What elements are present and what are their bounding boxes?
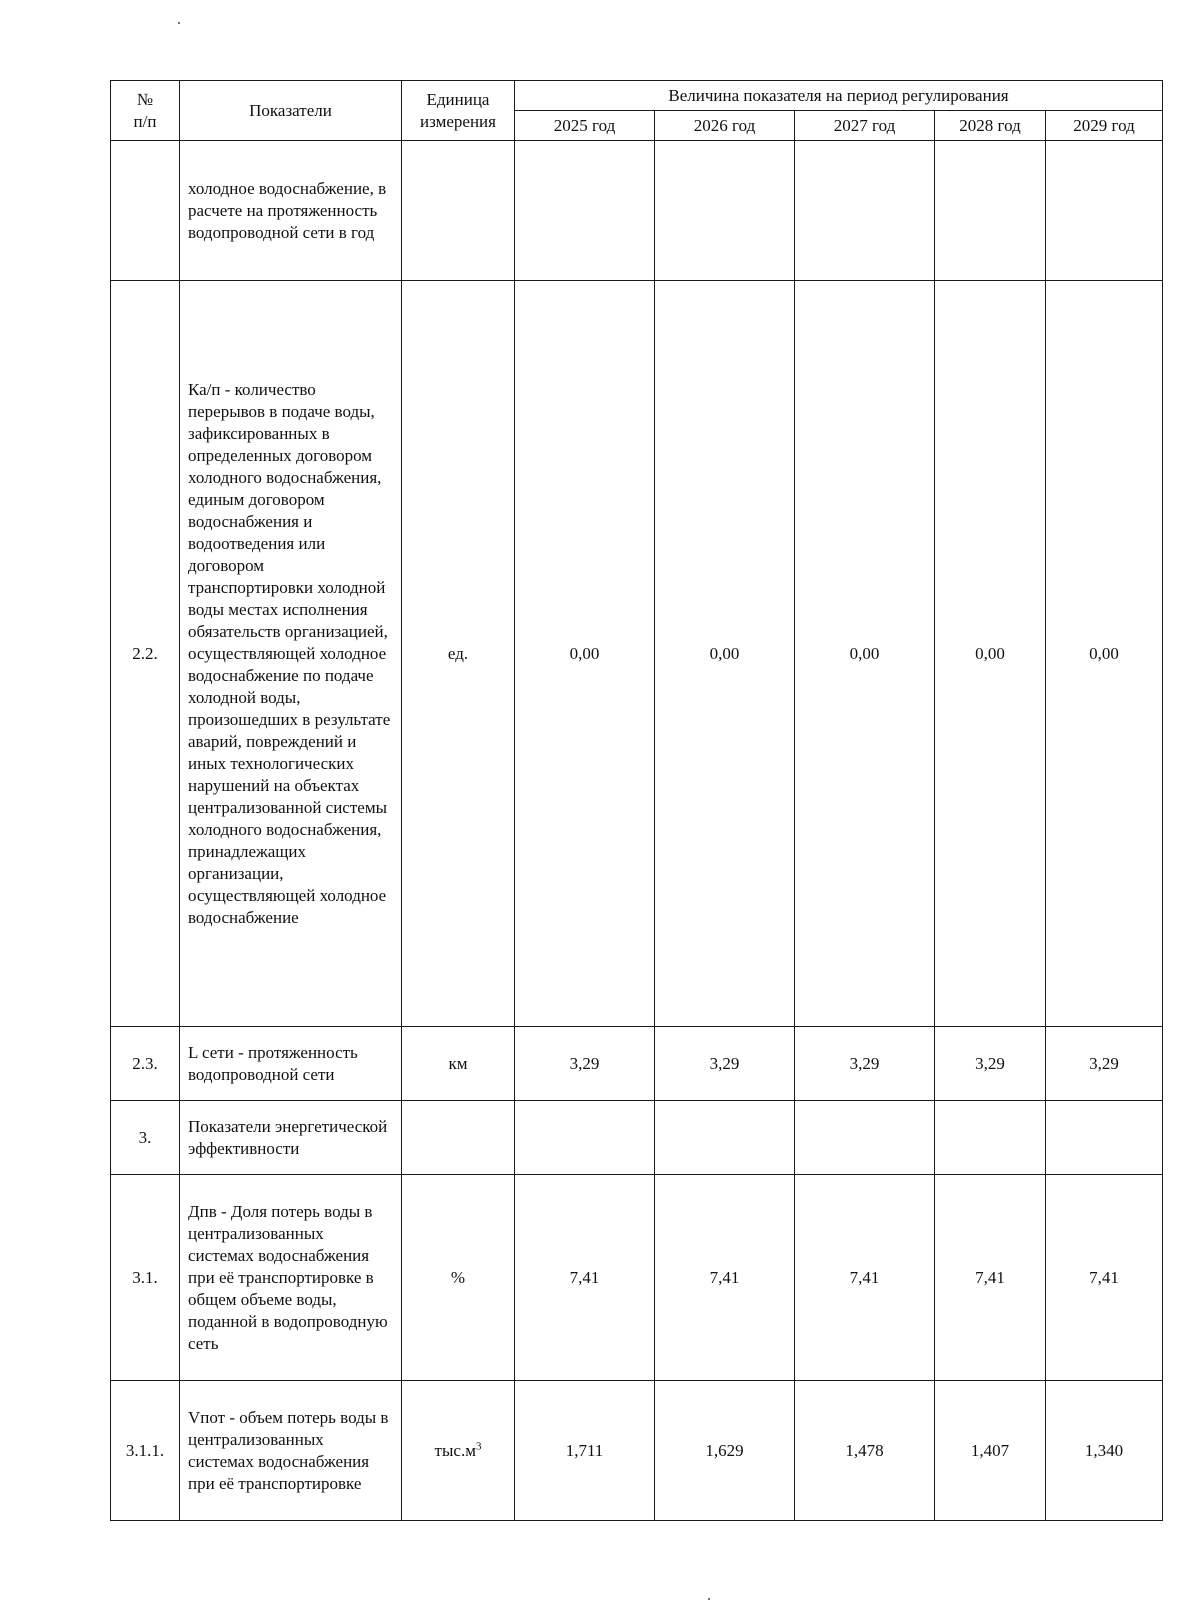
row-value [515, 141, 655, 281]
row-value: 0,00 [1046, 281, 1163, 1027]
row-value: 3,29 [515, 1027, 655, 1101]
row-value [795, 141, 935, 281]
row-value [515, 1101, 655, 1175]
header-year: 2027 год [795, 111, 935, 141]
row-indicator: холодное водоснабжение, в расчете на протяженность водопроводной сети в год [180, 141, 402, 281]
row-value: 0,00 [515, 281, 655, 1027]
row-unit [402, 1101, 515, 1175]
row-indicator: Ка/п - количество перерывов в подаче воды, зафиксированных в определенных договором холодного водоснабжения, единым договором водоснабжения и водоотведения или договором транспортировки холодной воды местах исполнения обязательств организацией, осуществляющей холодное водоснабжение по подаче холодной воды, произошедших в результате аварий, повреждений и иных технологических нарушений на объектах централизованной системы холодного водоснабжения, принадлежащих организации, осуществляющей холодное водоснабжение [180, 281, 402, 1027]
table-row [111, 1381, 1163, 1521]
row-value: 1,340 [1046, 1381, 1163, 1521]
row-value: 0,00 [935, 281, 1046, 1027]
row-number: 3.1.1. [111, 1381, 180, 1521]
row-value [655, 141, 795, 281]
row-indicator: L сети - протяженность водопроводной сети [180, 1027, 402, 1101]
table-row [111, 281, 1163, 1027]
header-num: № п/п [111, 81, 180, 141]
row-number: 2.3. [111, 1027, 180, 1101]
row-unit: км [402, 1027, 515, 1101]
row-indicator: Vпот - объем потерь воды в централизованных системах водоснабжения при её транспортировке [180, 1381, 402, 1521]
table-row [111, 1175, 1163, 1381]
row-number: 3.1. [111, 1175, 180, 1381]
row-value [655, 1101, 795, 1175]
header-year: 2028 год [935, 111, 1046, 141]
row-value: 7,41 [795, 1175, 935, 1381]
header-unit: Единица измерения [402, 81, 515, 141]
row-unit [402, 141, 515, 281]
table-row [111, 1027, 1163, 1101]
scan-speck [178, 22, 180, 24]
row-number [111, 141, 180, 281]
header-row [111, 81, 1163, 111]
row-value: 0,00 [795, 281, 935, 1027]
header-indicators: Показатели [180, 81, 402, 141]
row-number: 3. [111, 1101, 180, 1175]
row-indicator: Дпв - Доля потерь воды в централизованных системах водоснабжения при её транспортировке в общем объеме воды, поданной в водопроводную сеть [180, 1175, 402, 1381]
header-year: 2026 год [655, 111, 795, 141]
row-value [935, 141, 1046, 281]
row-value: 7,41 [935, 1175, 1046, 1381]
table-row [111, 141, 1163, 281]
header-year: 2025 год [515, 111, 655, 141]
header-year: 2029 год [1046, 111, 1163, 141]
row-value: 3,29 [655, 1027, 795, 1101]
row-value: 7,41 [1046, 1175, 1163, 1381]
row-value: 3,29 [935, 1027, 1046, 1101]
row-value [795, 1101, 935, 1175]
row-value: 3,29 [795, 1027, 935, 1101]
row-value: 1,478 [795, 1381, 935, 1521]
header-period: Величина показателя на период регулирования [515, 81, 1163, 111]
row-unit: ед. [402, 281, 515, 1027]
table-row [111, 1101, 1163, 1175]
row-value: 3,29 [1046, 1027, 1163, 1101]
row-value [935, 1101, 1046, 1175]
scan-speck [708, 1598, 710, 1600]
row-unit [402, 1381, 515, 1521]
indicators-table [110, 80, 1163, 1521]
row-value: 7,41 [515, 1175, 655, 1381]
row-value: 1,711 [515, 1381, 655, 1521]
unit-superscript: 3 [475, 1439, 482, 1452]
row-number: 2.2. [111, 281, 180, 1027]
row-value: 7,41 [655, 1175, 795, 1381]
row-value: 0,00 [655, 281, 795, 1027]
row-indicator: Показатели энергетической эффективности [180, 1101, 402, 1175]
row-value: 1,629 [655, 1381, 795, 1521]
row-value [1046, 141, 1163, 281]
row-value [1046, 1101, 1163, 1175]
unit-text: тыс.м [434, 1440, 476, 1460]
row-unit: % [402, 1175, 515, 1381]
row-value: 1,407 [935, 1381, 1046, 1521]
